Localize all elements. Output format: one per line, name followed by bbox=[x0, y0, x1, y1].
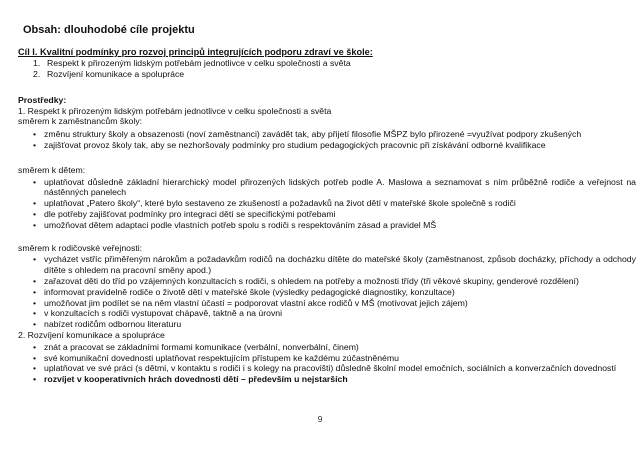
staff-bullet-list bbox=[18, 129, 636, 151]
bullet-item: • v konzultacích s rodiči vystupovat chápavě, taktně a na úrovni bbox=[26, 308, 636, 319]
bullet-item: • zařazovat děti do tříd po vzájemných konzultacích s rodiči, s ohledem na potřeby a možnosti třídy (tři věkové skupiny, genderové rozdělení) bbox=[26, 276, 636, 287]
group-label-staff: směrem k zaměstnancům školy: bbox=[18, 116, 143, 127]
means-part2-title: 2. Rozvíjení komunikace a spolupráce bbox=[18, 329, 165, 340]
goal-list bbox=[18, 58, 636, 80]
bullet-item: • umožňovat dětem adaptaci podle vlastních potřeb spolu s rodiči s respektováním zásad a pravidel MŠ bbox=[26, 220, 636, 231]
communication-bullet-list bbox=[18, 342, 636, 385]
bullet-item: • dle potřeby zajišťovat podmínky pro integraci dětí se specifickými potřebami bbox=[26, 209, 636, 220]
bullet-item: • informovat pravidelně rodiče o životě dětí v mateřské škole (výsledky pedagogické diagnostiky, konzultace) bbox=[26, 287, 636, 298]
parents-bullet-list bbox=[18, 254, 636, 330]
bullet-item: • rozvíjet v kooperativních hrách dovednosti dětí – především u nejstarších bbox=[26, 374, 636, 385]
goal-item-text: Respekt k přirozeným lidským potřebám jednotlivce v celku společnosti a světa bbox=[47, 58, 351, 68]
children-bullet-list bbox=[18, 177, 636, 231]
means-heading: Prostředky: bbox=[18, 94, 67, 105]
group-label-children: směrem k dětem: bbox=[18, 164, 86, 175]
group-label-parents: směrem k rodičovské veřejnosti: bbox=[18, 242, 143, 253]
bullet-item: • znát a pracovat se základními formami komunikace (verbální, nonverbální, činem) bbox=[26, 342, 636, 353]
goal-item-number: 1. bbox=[33, 58, 41, 68]
goal-item-number: 2. bbox=[33, 68, 41, 79]
means-part1-title: 1. Respekt k přirozeným lidským potřebám jednotlivce v celku společnosti a světa bbox=[18, 105, 332, 116]
bullet-item: • zajišťovat provoz školy tak, aby se nezhoršovaly podmínky pro studium pedagogických pracovnic při získávání odborné kvalifikace bbox=[26, 140, 636, 151]
bullet-item: • změnu struktury školy a obsazenosti (noví zaměstnanci) zavádět tak, aby přijetí filosofie MŠPZ bylo přirozené =využívat podpory zkušených bbox=[26, 129, 636, 140]
goal-item-text: Rozvíjení komunikace a spolupráce bbox=[47, 68, 185, 79]
bullet-item: • uplatňovat důsledně základní hierarchický model přirozených lidských potřeb podle A. Maslowa a seznamovat s ním průběžně rodiče a veřejnost na nástěnných panelech bbox=[26, 177, 636, 199]
bullet-item: • uplatňovat ve své práci (s dětmi, v kontaktu s rodiči i s kolegy na pracovišti) důsledně školní model emočních, sociálních a konverzačních dovedností bbox=[26, 363, 636, 374]
bullet-item: • umožňovat jim podílet se na něm vlastní účastí = podporovat vlastní akce rodičů v MŠ (motivovat jejich zájem) bbox=[26, 298, 636, 309]
bullet-item: • nabízet rodičům odbornou literaturu bbox=[26, 319, 636, 330]
page-number: 9 bbox=[317, 414, 323, 424]
goal-item bbox=[33, 69, 636, 80]
goal-item bbox=[33, 58, 636, 69]
bullet-item: • vycházet vstříc přiměřeným nárokům a požadavkům rodičů na docházku dítěte do mateřské školy (zaměstnanost, způsob docházky, příchody a odchody dítěte s ohledem na pracovní směny apod.) bbox=[26, 254, 636, 276]
goal-heading: Cíl I. Kvalitní podmínky pro rozvoj principů integrujících podporu zdraví ve škole: bbox=[18, 47, 373, 57]
page-title: Obsah: dlouhodobé cíle projektu bbox=[23, 24, 195, 36]
bullet-item: • své komunikační dovednosti uplatňovat respektujícím přístupem ke každému zúčastněnému bbox=[26, 353, 636, 364]
bullet-item: • uplatňovat „Patero školy“, které bylo sestaveno ze zkušeností a požadavků na život dětí v mateřské škole společně s rodiči bbox=[26, 198, 636, 209]
